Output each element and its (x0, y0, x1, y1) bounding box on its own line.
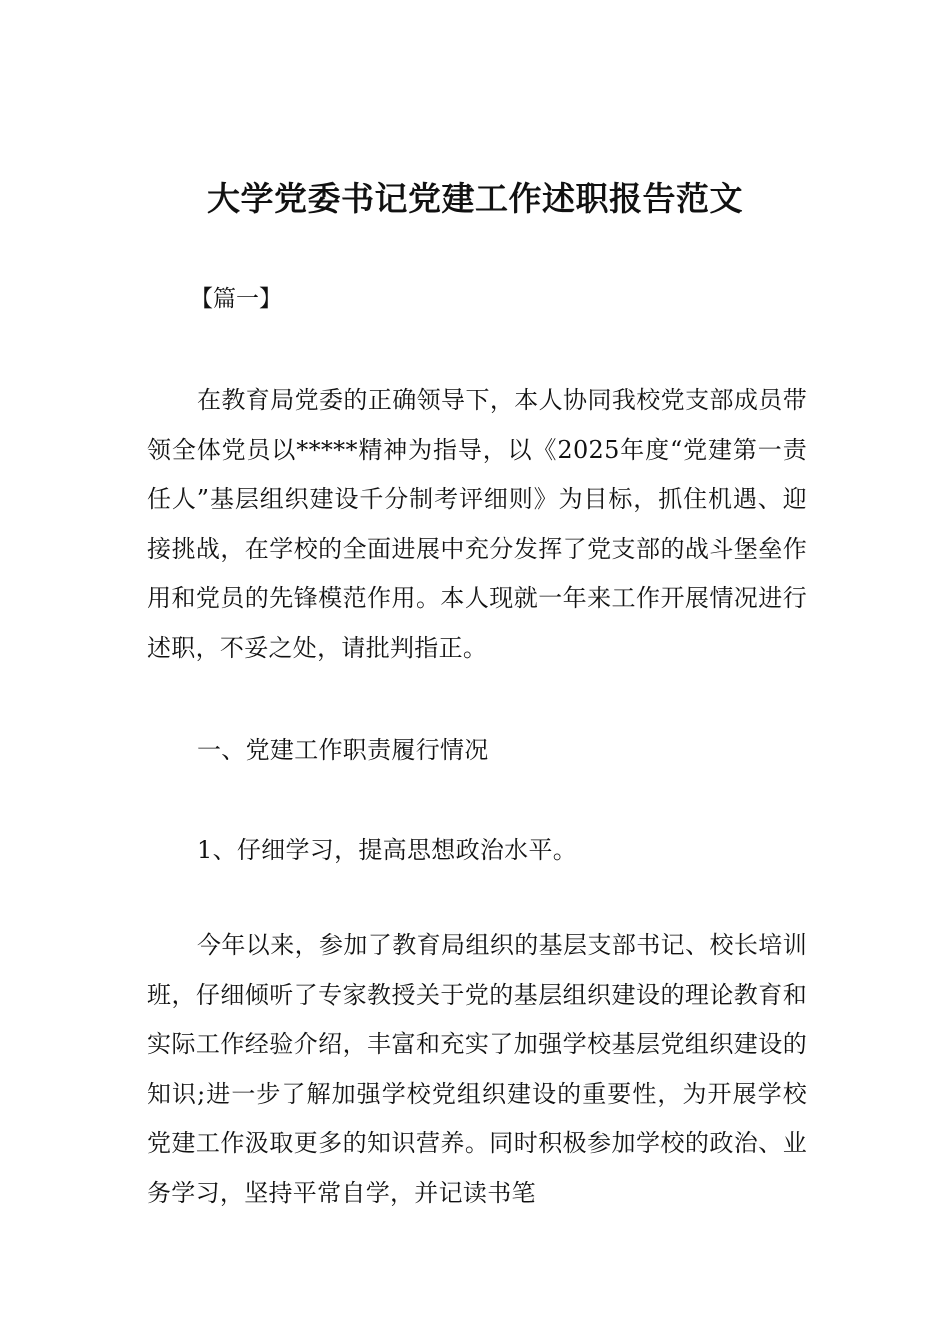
section-tag: 【篇一】 (190, 286, 282, 312)
section-heading: 一、党建工作职责履行情况 (197, 736, 489, 764)
document-title: 大学党委书记党建工作述职报告范文 (207, 179, 743, 218)
intro-paragraph: 在教育局党委的正确领导下，本人协同我校党支部成员带领全体党员以*****精神为指导，以《2025年度“党建第一责任人”基层组织建设千分制考评细则》为目标，抓住机遇、迎接挑战，在学校的全面进展中充分发挥了党支部的战斗堡垒作用和党员的先锋模范作用。本人现就一年来工作开展情况进行述职，不妥之处，请批判指正。 (147, 386, 807, 662)
subsection-heading: 1、仔细学习，提高思想政治水平。 (197, 836, 578, 864)
body-paragraph: 今年以来，参加了教育局组织的基层支部书记、校长培训班，仔细倾听了专家教授关于党的基层组织建设的理论教育和实际工作经验介绍，丰富和充实了加强学校基层党组织建设的知识;进一步了解加强学校党组织建设的重要性，为开展学校党建工作汲取更多的知识营养。同时积极参加学校的政治、业务学习，坚持平常自学，并记读书笔 (147, 931, 807, 1207)
